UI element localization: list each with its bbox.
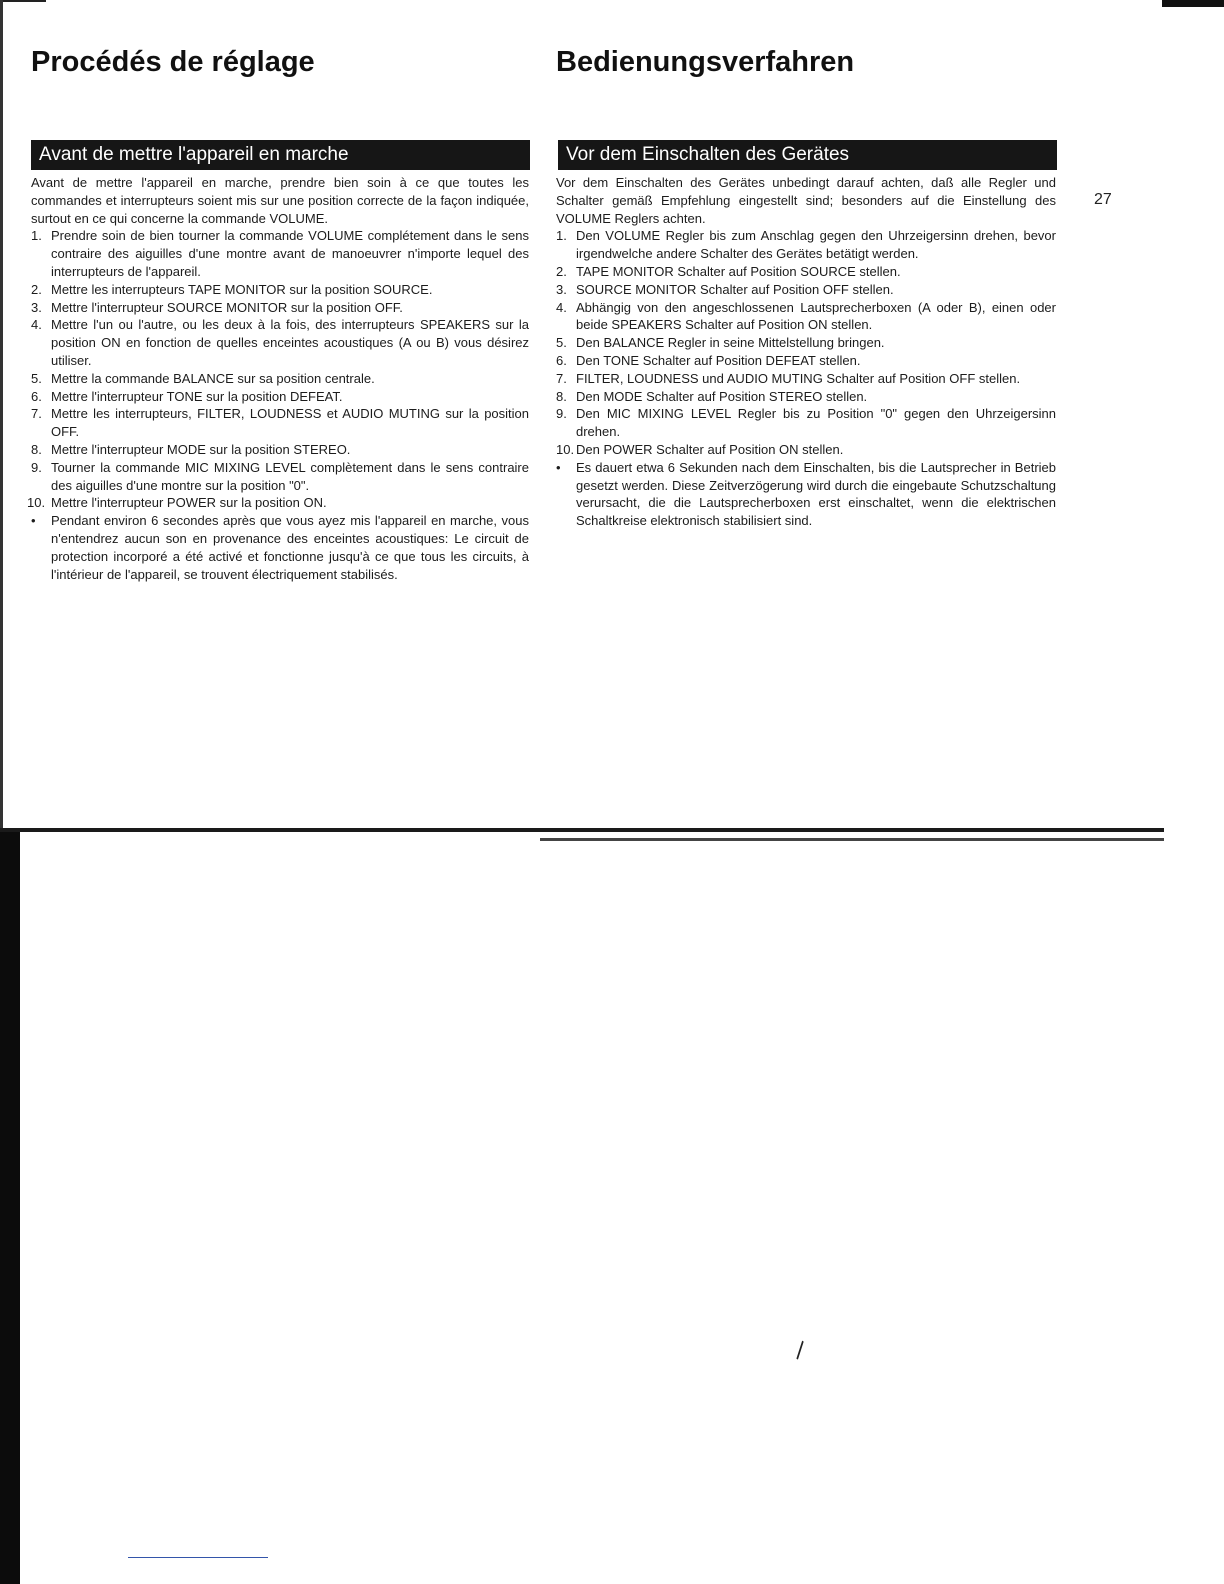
note-text: Es dauert etwa 6 Sekunden nach dem Einschalten, bis die Lautsprecher in Betrieb gesetzt werden. Diese Zeitverzögerung wird durch die eingebaute Schutzschaltung verursacht, die die Lautsprecherboxen erst einschaltet, wenn die elektrischen Schaltkreise elektronisch stabilisiert sind. xyxy=(576,459,1056,529)
step-item: 8. Mettre l'interrupteur MODE sur la position STEREO. xyxy=(31,441,351,457)
bullet-icon: • xyxy=(31,513,36,529)
page-title-french: Procédés de réglage xyxy=(31,46,315,78)
page-divider-line xyxy=(0,828,1164,832)
step-item: 1. Prendre soin de bien tourner la commande VOLUME complétement dans le sens contraire des aiguilles d'une montre avant de manoeuvrer n'importe lequel des interrupteurs de l'appareil. xyxy=(31,228,529,279)
step-item: 1. Den VOLUME Regler bis zum Anschlag gegen den Uhrzeigersinn drehen, bevor irgendwelche andere Schalter des Gerätes betätigt werden. xyxy=(556,228,1056,262)
step-item: 7. FILTER, LOUDNESS und AUDIO MUTING Schalter auf Position OFF stellen. xyxy=(556,370,1021,386)
page-number: 27 xyxy=(1094,191,1112,208)
note-text: Pendant environ 6 secondes après que vous ayez mis l'appareil en marche, vous n'entendrez aucun son en provenance des enceintes acoustiques: Le circuit de protection incorporé a été activé et fonctionne jusqu'à ce que tous les circuits, à l'intérieur de l'appareil, se trouvent électriquement stabilisés. xyxy=(51,513,529,582)
scan-border-left-dark xyxy=(0,830,20,1584)
steps-list xyxy=(556,227,1056,458)
note-item xyxy=(556,459,1056,530)
step-item: 8. Den MODE Schalter auf Position STEREO stellen. xyxy=(556,388,868,404)
step-item: 4. Mettre l'un ou l'autre, ou les deux à la fois, des interrupteurs SPEAKERS sur la position ON en fonction de quelles enceintes acoustiques (A ou B) vous désirez utiliser. xyxy=(31,317,529,368)
scan-edge-mark xyxy=(0,0,46,2)
scan-border-left xyxy=(0,0,3,830)
step-item: 10. Den POWER Schalter auf Position ON stellen. xyxy=(556,441,844,457)
step-item: 7. Mettre les interrupteurs, FILTER, LOUDNESS et AUDIO MUTING sur la position OFF. xyxy=(31,406,529,440)
note-item xyxy=(31,512,529,583)
bullet-icon: • xyxy=(556,459,561,475)
step-item: 9. Tourner la commande MIC MIXING LEVEL complètement dans le sens contraire des aiguilles d'une montre sur la position "0". xyxy=(31,459,529,493)
scan-artifact-mark: \ xyxy=(789,1338,810,1363)
scan-edge-mark xyxy=(1162,0,1224,7)
steps-list xyxy=(27,227,529,512)
page-divider-line-secondary xyxy=(540,838,1164,841)
step-item: 5. Den BALANCE Regler in seine Mittelstellung bringen. xyxy=(556,335,885,351)
step-item: 9. Den MIC MIXING LEVEL Regler bis zu Position "0" gegen den Uhrzeigersinn drehen. xyxy=(556,406,1056,440)
intro-paragraph: Avant de mettre l'appareil en marche, prendre bien soin à ce que toutes les commandes et interrupteurs soient mis sur une position correcte de la façon indiquée, surtout en ce qui concerne la commande VOLUME. xyxy=(31,175,529,226)
step-item: 2. TAPE MONITOR Schalter auf Position SOURCE stellen. xyxy=(556,263,901,279)
step-item: 3. SOURCE MONITOR Schalter auf Position OFF stellen. xyxy=(556,281,894,297)
intro-paragraph: Vor dem Einschalten des Gerätes unbedingt darauf achten, daß alle Regler und Schalter gemäß Empfehlung eingestellt sind; besonders auf die Einstellung des VOLUME Reglers achten. xyxy=(556,175,1056,226)
step-item: 6. Den TONE Schalter auf Position DEFEAT stellen. xyxy=(556,352,861,368)
section-heading-german: Vor dem Einschalten des Gerätes xyxy=(558,140,1057,170)
step-item: 2. Mettre les interrupteurs TAPE MONITOR sur la position SOURCE. xyxy=(31,281,433,297)
step-item: 6. Mettre l'interrupteur TONE sur la position DEFEAT. xyxy=(31,388,343,404)
step-item: 10. Mettre l'interrupteur POWER sur la position ON. xyxy=(27,495,327,511)
section-heading-french: Avant de mettre l'appareil en marche xyxy=(31,140,530,170)
step-item: 4. Abhängig von den angeschlossenen Lautsprecherboxen (A oder B), einen oder beide SPEAKERS Schalter auf Position ON stellen. xyxy=(556,299,1056,333)
german-column xyxy=(556,174,1056,530)
step-item: 5. Mettre la commande BALANCE sur sa position centrale. xyxy=(31,370,375,386)
step-item: 3. Mettre l'interrupteur SOURCE MONITOR sur la position OFF. xyxy=(31,299,403,315)
page-title-german: Bedienungsverfahren xyxy=(556,46,855,78)
french-column xyxy=(27,174,529,583)
scan-artifact-line xyxy=(128,1557,268,1558)
